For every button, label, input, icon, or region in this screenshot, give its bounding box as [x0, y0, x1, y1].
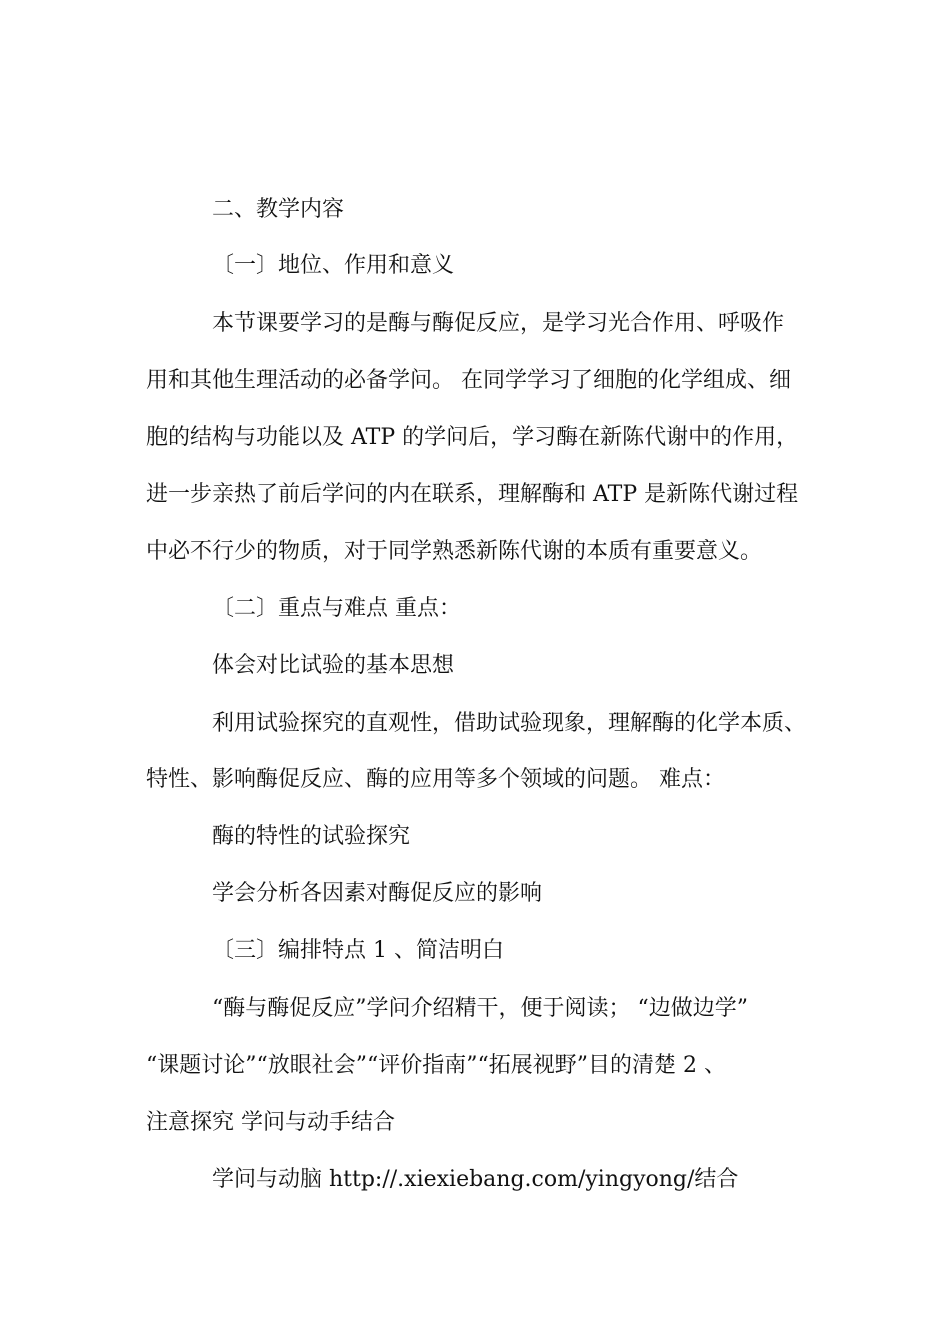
paragraph-line: 酶的特性的试验探究 [212, 824, 411, 849]
section-heading: 二、教学内容 [212, 197, 345, 222]
paragraph-line: 中必不行少的物质，对于同学熟悉新陈代谢的本质有重要意义。 [146, 539, 763, 564]
paragraph-line: 进一步亲热了前后学问的内在联系，理解酶和 ATP 是新陈代谢过程 [146, 482, 799, 507]
subsection-heading: 〔一〕地位、作用和意义 [212, 253, 455, 278]
paragraph-line: 注意探究 学问与动手结合 [146, 1110, 395, 1135]
subsection-heading: 〔二〕重点与难点 重点： [212, 596, 461, 621]
paragraph-line: 用和其他生理活动的必备学问。 在同学学习了细胞的化学组成、细 [146, 368, 791, 393]
paragraph-line: 体会对比试验的基本思想 [212, 653, 455, 678]
paragraph-line: 学问与动脑 http://.xiexiebang.com/yingyong/结合 [212, 1167, 739, 1192]
subsection-heading: 〔三〕编排特点 1 、简洁明白 [212, 938, 504, 963]
paragraph-line: 胞的结构与功能以及 ATP 的学问后，学习酶在新陈代谢中的作用， [146, 425, 799, 450]
paragraph-line: “酶与酶促反应”学问介绍精干，便于阅读； “边做边学” [212, 996, 748, 1021]
paragraph-line: 利用试验探究的直观性，借助试验现象，理解酶的化学本质、 [212, 711, 807, 736]
paragraph-line: 本节课要学习的是酶与酶促反应，是学习光合作用、呼吸作 [212, 311, 785, 336]
paragraph-line: 特性、影响酶促反应、酶的应用等多个领域的问题。 难点： [146, 767, 725, 792]
paragraph-line: “课题讨论”“放眼社会”“评价指南”“拓展视野”目的清楚 2 、 [146, 1053, 726, 1078]
paragraph-line: 学会分析各因素对酶促反应的影响 [212, 881, 543, 906]
